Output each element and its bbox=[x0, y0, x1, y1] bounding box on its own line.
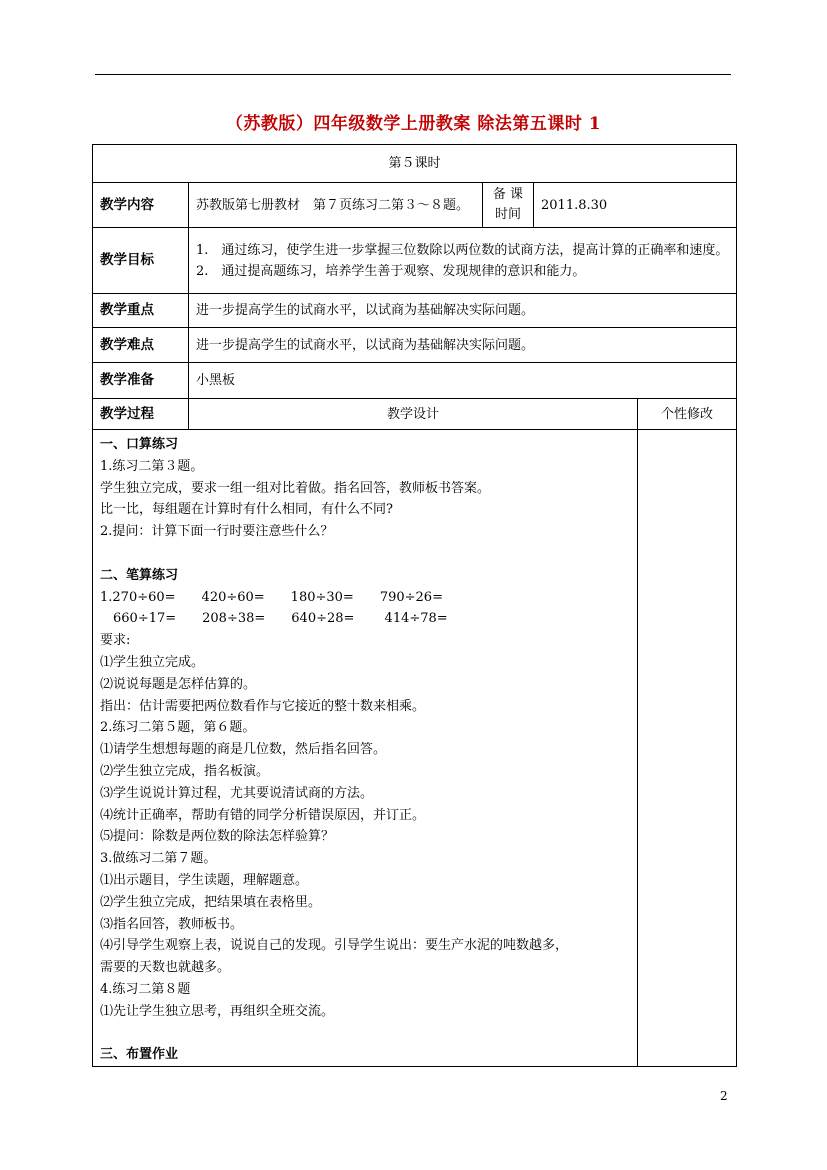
lesson-header: 第５课时 bbox=[93, 145, 737, 183]
process-line: ⑷统计正确率，帮助有错的同学分析错误原因，并订正。 bbox=[100, 807, 426, 823]
process-line: 660÷17= 208÷38= 640÷28= 414÷78= bbox=[100, 611, 448, 627]
process-line: 学生独立完成，要求一组一组对比着做。指名回答，教师板书答案。 bbox=[100, 480, 491, 496]
section-heading: 一、口算练习 bbox=[100, 437, 179, 452]
document-title: （苏教版）四年级数学上册教案 除法第五课时 1 bbox=[225, 114, 602, 134]
goals-value bbox=[189, 228, 737, 294]
process-line: 3.做练习二第７题。 bbox=[100, 851, 217, 867]
process-line: ⑴学生独立完成。 bbox=[100, 654, 205, 670]
process-line: ⑴出示题目，学生读题，理解题意。 bbox=[100, 872, 309, 888]
table-row bbox=[93, 183, 737, 228]
section-heading: 三、布置作业 bbox=[100, 1047, 179, 1063]
process-line: 1.270÷60= 420÷60= 180÷30= 790÷26= bbox=[100, 589, 443, 605]
process-line: ⑶指名回答，教师板书。 bbox=[100, 916, 244, 932]
process-line: 需要的天数也就越多。 bbox=[100, 960, 231, 976]
process-line: ⑵学生独立完成，指名板演。 bbox=[100, 763, 270, 779]
process-line: ⑴请学生想想每题的商是几位数，然后指名回答。 bbox=[100, 742, 387, 758]
prep-value: 小黑板 bbox=[189, 363, 737, 399]
header-rule bbox=[95, 74, 731, 75]
design-header: 教学设计 bbox=[189, 399, 638, 430]
table-row bbox=[93, 430, 737, 1067]
table-row bbox=[93, 328, 737, 363]
table-row bbox=[93, 363, 737, 399]
content-label: 教学内容 bbox=[93, 183, 189, 228]
goal-item: 2. 通过提高题练习，培养学生善于观察、发现规律的意识和能力。 bbox=[196, 263, 586, 279]
process-line: ⑷引导学生观察上表，说说自己的发现。引导学生说出：要生产水泥的吨数越多， bbox=[100, 938, 569, 954]
process-line: 4.练习二第８题 bbox=[100, 981, 191, 997]
difficulty-value: 进一步提高学生的试商水平，以试商为基础解决实际问题。 bbox=[189, 328, 737, 363]
content-value: 苏教版第七册教材 第７页练习二第３～８题。 bbox=[189, 183, 483, 228]
lesson-plan-table bbox=[92, 144, 737, 1067]
table-row bbox=[93, 294, 737, 328]
page-number: 2 bbox=[720, 1089, 728, 1103]
section-heading: 二、笔算练习 bbox=[100, 567, 179, 583]
process-line: ⑴先让学生独立思考，再组织全班交流。 bbox=[100, 1003, 335, 1019]
prep-label: 教学准备 bbox=[93, 363, 189, 399]
process-line: ⑶学生说说计算过程，尤其要说清试商的方法。 bbox=[100, 785, 374, 801]
process-line: ⑵学生独立完成，把结果填在表格里。 bbox=[100, 894, 322, 910]
process-line: 指出：估计需要把两位数看作与它接近的整十数来相乘。 bbox=[100, 698, 426, 714]
prep-time-label: 备 课 时间 bbox=[483, 183, 534, 228]
process-line: 要求: bbox=[100, 633, 131, 649]
process-line: 1.练习二第３题。 bbox=[100, 458, 204, 474]
goals-label: 教学目标 bbox=[93, 228, 189, 294]
table-row bbox=[93, 399, 737, 430]
process-label: 教学过程 bbox=[93, 399, 189, 430]
table-row bbox=[93, 145, 737, 183]
process-line bbox=[100, 1023, 630, 1045]
personal-header: 个性修改 bbox=[638, 399, 737, 430]
focus-label: 教学重点 bbox=[93, 294, 189, 328]
process-line: 2.练习二第５题，第６题。 bbox=[100, 720, 256, 736]
personal-notes-cell bbox=[638, 430, 737, 1067]
process-line: 2.提问：计算下面一行时要注意些什么？ bbox=[100, 524, 334, 540]
goal-item: 1. 通过练习，使学生进一步掌握三位数除以两位数的试商方法，提高计算的正确率和速度。 bbox=[196, 242, 729, 258]
prep-time-value: 2011.8.30 bbox=[534, 183, 737, 228]
table-row bbox=[93, 228, 737, 294]
process-line: ⑵说说每题是怎样估算的。 bbox=[100, 676, 257, 692]
focus-value: 进一步提高学生的试商水平，以试商为基础解决实际问题。 bbox=[189, 294, 737, 328]
difficulty-label: 教学难点 bbox=[93, 328, 189, 363]
process-body bbox=[93, 430, 638, 1067]
process-line: ⑸提问：除数是两位数的除法怎样验算？ bbox=[100, 829, 335, 845]
process-lines bbox=[100, 434, 630, 1066]
process-line bbox=[100, 543, 630, 565]
process-line: 比一比，每组题在计算时有什么相同，有什么不同? bbox=[100, 502, 393, 518]
